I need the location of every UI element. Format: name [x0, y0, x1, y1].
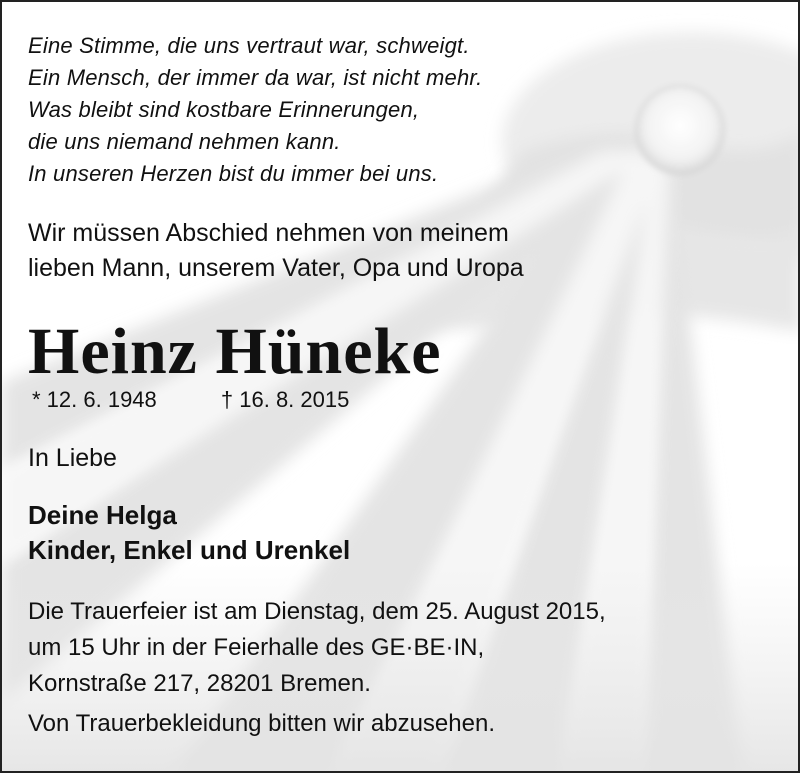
- intro-line: lieben Mann, unserem Vater, Opa und Uropa: [28, 254, 524, 282]
- service-line: um 15 Uhr in der Feierhalle des GE·BE·IN,: [28, 634, 485, 661]
- intro-line: Wir müssen Abschied nehmen von meinem: [28, 219, 509, 247]
- poem-line: Ein Mensch, der immer da war, ist nicht mehr.: [28, 65, 483, 90]
- greeting: In Liebe: [28, 444, 117, 472]
- poem-line: die uns niemand nehmen kann.: [28, 129, 341, 154]
- signers: [28, 498, 350, 568]
- farewell-intro: [28, 216, 524, 286]
- poem-line: Was bleibt sind kostbare Erinnerungen,: [28, 97, 420, 122]
- signer-line: Deine Helga: [28, 500, 177, 530]
- funeral-service-info: [28, 594, 606, 702]
- mourning-dress-note: Von Trauerbekleidung bitten wir abzusehen.: [28, 710, 495, 737]
- poem-line: Eine Stimme, die uns vertraut war, schweigt.: [28, 33, 470, 58]
- signer-line: Kinder, Enkel und Urenkel: [28, 535, 351, 565]
- birth-date: * 12. 6. 1948: [32, 387, 157, 412]
- life-dates: [32, 386, 349, 414]
- poem-line: In unseren Herzen bist du immer bei uns.: [28, 161, 439, 186]
- death-date: † 16. 8. 2015: [220, 387, 350, 412]
- service-line: Die Trauerfeier ist am Dienstag, dem 25. August 2015,: [28, 598, 606, 625]
- deceased-name: Heinz Hüneke: [28, 315, 442, 388]
- service-line: Kornstraße 217, 28201 Bremen.: [28, 670, 371, 697]
- poem: [28, 30, 482, 190]
